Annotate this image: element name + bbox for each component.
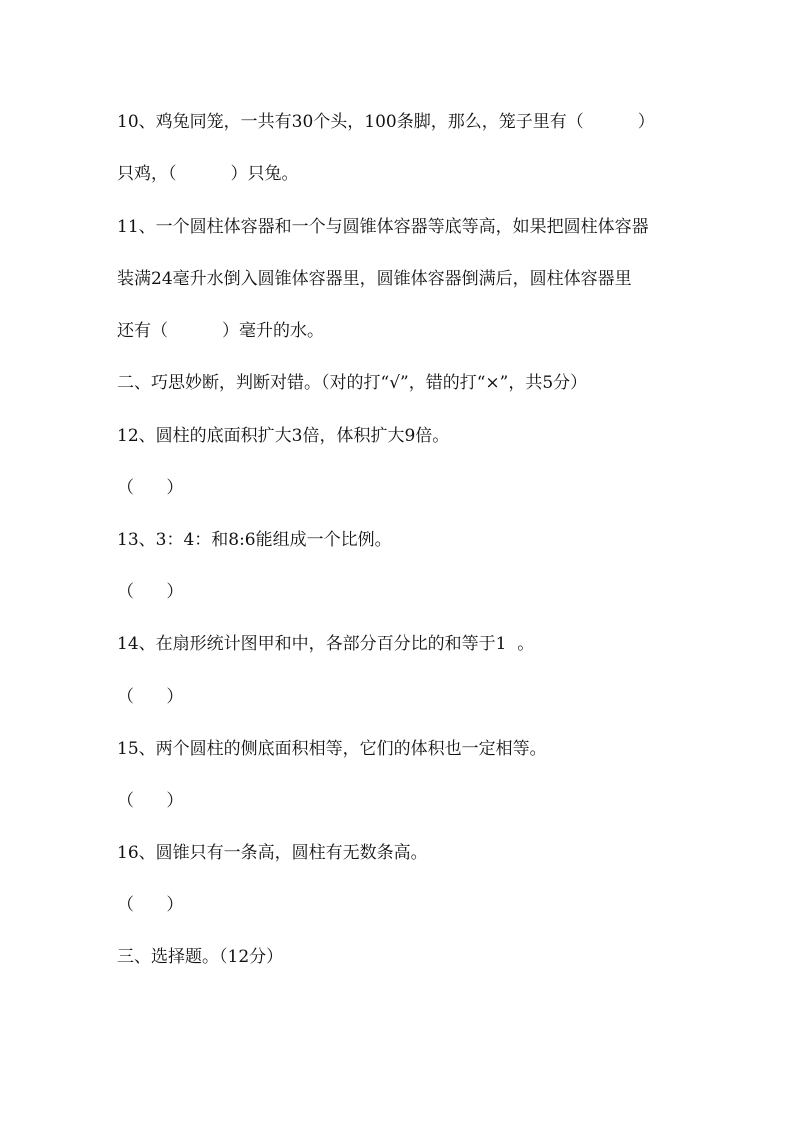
q10-line-1: 10、鸡兔同笼，一共有30个头，100条脚，那么，笼子里有（ ） [117,112,655,132]
q12-answer-blank: （ ） [117,478,184,498]
q16-answer-blank: （ ） [117,895,184,915]
q13-text: 13、3：4：和8:6能组成一个比例。 [117,530,392,550]
section-2-heading: 二、巧思妙断，判断对错。（对的打“√”，错的打“×”，共5分） [117,373,588,393]
q15-text: 15、两个圆柱的侧底面积相等，它们的体积也一定相等。 [117,739,547,759]
q10-line-2: 只鸡，（ ）只兔。 [117,164,299,184]
q14-text: 14、在扇形统计图甲和中，各部分百分比的和等于1 。 [117,634,535,654]
q11-line-1: 11、一个圆柱体容器和一个与圆锥体容器等底等高，如果把圆柱体容器 [117,217,649,237]
q14-answer-blank: （ ） [117,687,184,707]
section-3-heading: 三、选择题。（12分） [117,947,284,967]
q13-answer-blank: （ ） [117,582,184,602]
q11-line-3: 还有（ ）毫升的水。 [117,321,325,341]
q11-line-2: 装满24毫升水倒入圆锥体容器里，圆锥体容器倒满后，圆柱体容器里 [117,269,632,289]
q15-answer-blank: （ ） [117,791,184,811]
q12-text: 12、圆柱的底面积扩大3倍，体积扩大9倍。 [117,426,450,446]
q16-text: 16、圆锥只有一条高，圆柱有无数条高。 [117,843,428,863]
